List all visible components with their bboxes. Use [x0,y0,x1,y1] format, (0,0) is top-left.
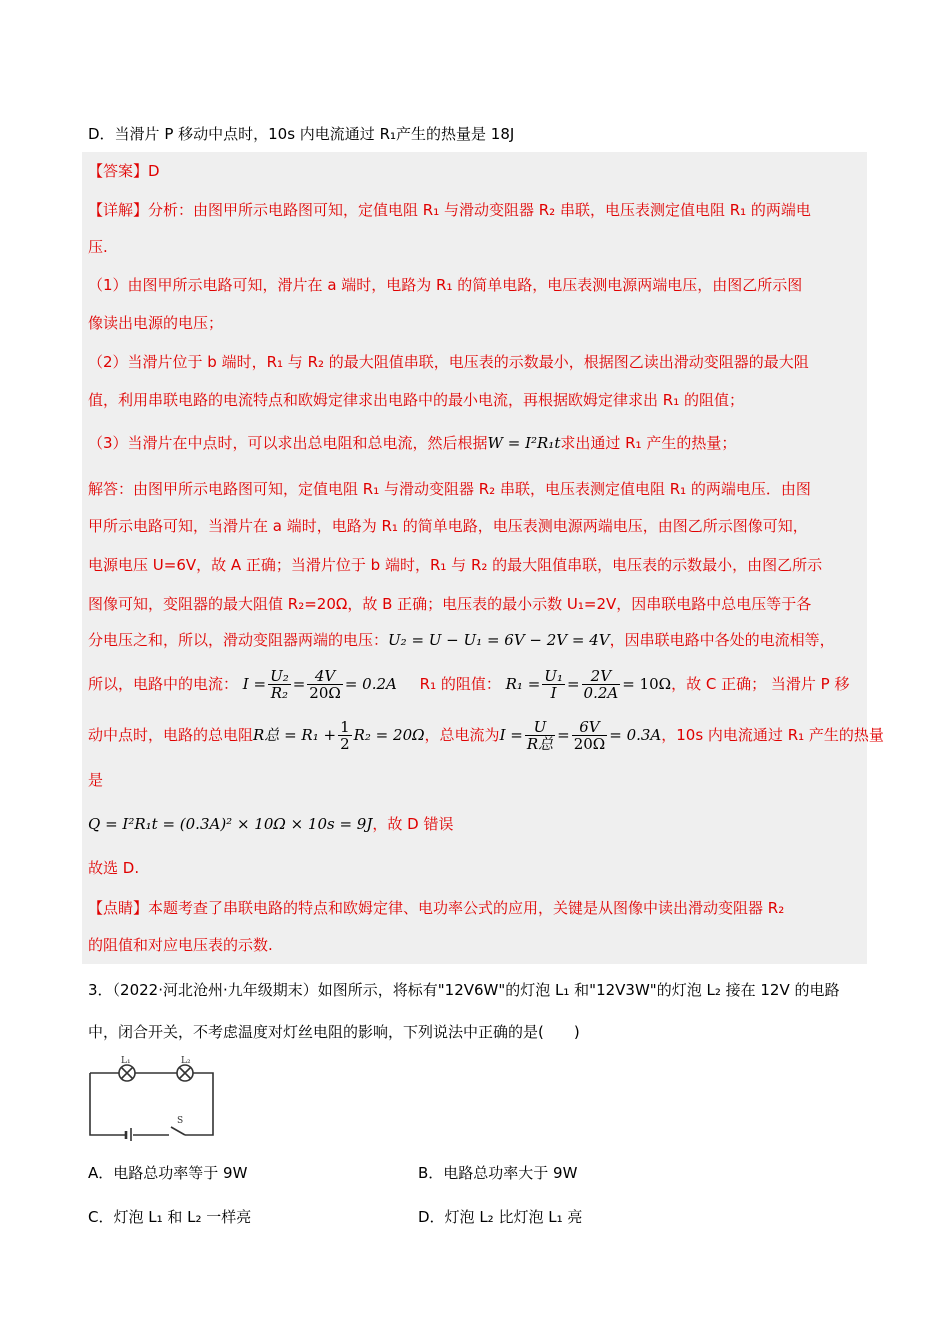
numerator: U₁ [544,667,563,685]
fraction-4v-20 [307,668,343,701]
formula-rtotal-end: R₂ = 20Ω [353,726,425,744]
equals-sign: = [566,675,580,693]
option-d-previous: D．当滑片 P 移动中点时，10s 内电流通过 R₁产生的热量是 18J [88,125,515,143]
answer-line [88,161,160,181]
result: = 10Ω [622,675,672,693]
detail-line-6: 值，利用串联电路的电流特点和欧姆定律求出电路中的最小电流，再根据欧姆定律求出 R₁ 的阻值； [88,391,744,409]
solution-line-4: 图像可知，变阻器的最大阻值 R₂=20Ω，故 B 正确；电压表的最小示数 U₁=2V，因串联电路中总电压等于各 [88,595,812,613]
label-l2: L₂ [181,1056,191,1066]
detail-line-7 [88,433,736,453]
denominator: 2 [340,735,350,753]
detail-line-3: （1）由图甲所示电路可知，滑片在 a 端时，电路为 R₁ 的简单电路，电压表测电源两端电压，由图乙所示图 [88,276,803,294]
numerator: 1 [340,718,350,736]
denominator: R₂ [270,684,289,702]
formula-u2: U₂ = U − U₁ = 6V − 2V = 4V [388,631,610,649]
comment-line-1 [88,898,784,918]
fraction-u-rtotal [525,719,555,752]
detail-text: ，总电流为 [424,726,500,744]
detail-text: ，故 C 正确； 当滑片 P 移 [671,675,850,693]
denominator: I [550,684,557,702]
detail-text: 所以，电路中的电流： [88,675,239,693]
comment-line-2: 的阻值和对应电压表的示数. [88,936,273,954]
solution-line-3: 电源电压 U=6V，故 A 正确；当滑片位于 b 端时，R₁ 与 R₂ 的最大阻值串联，电压表的示数最小，由图乙所示 [88,556,823,574]
comment-text: 本题考查了串联电路的特点和欧姆定律、电功率公式的应用，关键是从图像中读出滑动变阻器 R₂ [148,899,785,917]
circuit-diagram [85,1055,220,1141]
equals-sign: = [292,675,306,693]
solution-line-1: 解答：由图甲所示电路图可知，定值电阻 R₁ 与滑动变阻器 R₂ 串联，电压表测定值电阻 R₁ 的两端电压．由图 [88,480,811,498]
solution-line-9 [88,814,453,834]
solution-choice: 故选 D. [88,859,140,877]
denominator: 20Ω [309,684,341,702]
question3-line-1: 3．（2022·河北沧州·九年级期末）如图所示，将标有"12V6W"的灯泡 L₁ 和"12V3W"的灯泡 L₂ 接在 12V 的电路 [88,981,840,999]
answer-value: D [148,162,160,180]
numerator: U₂ [270,667,289,685]
wire [90,1073,126,1135]
answer-tag: 【答案】 [88,162,149,180]
denominator: 20Ω [573,735,606,753]
fraction-u2-r2 [268,668,291,701]
option-b[interactable]: B．电路总功率大于 9W [418,1164,578,1182]
solution-line-8: 是 [88,771,104,789]
lamp-l1-cross [121,1067,133,1079]
detail-line-2: 压. [88,238,108,256]
option-c[interactable]: C．灯泡 L₁ 和 L₂ 一样亮 [88,1208,252,1226]
detail-line-1 [88,200,811,220]
formula-power: W = I²R₁t [487,434,561,452]
denominator: 0.2A [583,684,619,702]
numerator: 4V [307,668,343,685]
detail-text: ，10s 内电流通过 R₁ 产生的热量 [661,726,884,744]
detail-text: （3）当滑片在中点时，可以求出总电阻和总电流，然后根据 [88,434,488,452]
fraction-u1-i [542,668,565,701]
detail-tag: 【详解】 [88,201,149,219]
formula-heat: Q = I²R₁t = (0.3A)² × 10Ω × 10s = 9J [88,815,373,833]
detail-text: 动中点时，电路的总电阻 [88,726,254,744]
label-s: S [177,1116,184,1126]
detail-text: ，故 D 错误 [372,815,454,833]
formula-rtotal: R总 = R₁ + [253,726,337,744]
option-a[interactable]: A．电路总功率等于 9W [88,1164,248,1182]
solution-line-7 [88,717,884,753]
equals-sign: = [557,726,570,744]
comment-tag: 【点睛】 [88,899,149,917]
solution-line-6 [88,666,849,702]
detail-text: R₁ 的阻值： [419,675,501,693]
fraction-6v-20 [572,719,608,752]
numerator: U [525,719,555,736]
switch-s [171,1127,185,1135]
detail-line-5: （2）当滑片位于 b 端时，R₁ 与 R₂ 的最大阻值串联，电压表的示数最小，根据图乙读出滑动变阻器的最大阻 [88,353,809,371]
numerator: 2V [582,668,621,685]
formula-r1-label: R₁ = [505,675,541,693]
detail-line-4: 像读出电源的电压； [88,314,224,332]
detail-text: 分电压之和，所以，滑动变阻器两端的电压： [88,631,389,649]
label-l1: L₁ [121,1056,131,1066]
result: = 0.3A [609,726,662,744]
numerator: 6V [572,719,608,736]
lamp-l2-cross [179,1067,191,1079]
solution-line-5 [88,630,835,650]
fraction-2v-02a [582,668,621,701]
detail-text: ，因串联电路中各处的电流相等， [609,631,835,649]
wire [185,1073,213,1135]
option-d[interactable]: D．灯泡 L₂ 比灯泡 L₁ 亮 [418,1208,583,1226]
denominator: R总 [526,735,554,753]
fraction-half [338,719,352,752]
formula-i-label-2: I = [499,726,523,744]
solution-line-2: 甲所示电路可知，当滑片在 a 端时，电路为 R₁ 的简单电路，电压表测电源两端电压，由图乙所示图像可知， [88,517,808,535]
question3-line-2: 中，闭合开关，不考虑温度对灯丝电阻的影响，下列说法中正确的是( ) [88,1023,580,1041]
detail-text: 分析：由图甲所示电路图可知，定值电阻 R₁ 与滑动变阻器 R₂ 串联，电压表测定值电阻 R₁ 的两端电 [148,201,811,219]
result: = 0.2A [344,675,397,693]
detail-text: 求出通过 R₁ 产生的热量； [560,434,737,452]
formula-i-label: I = [242,675,267,693]
